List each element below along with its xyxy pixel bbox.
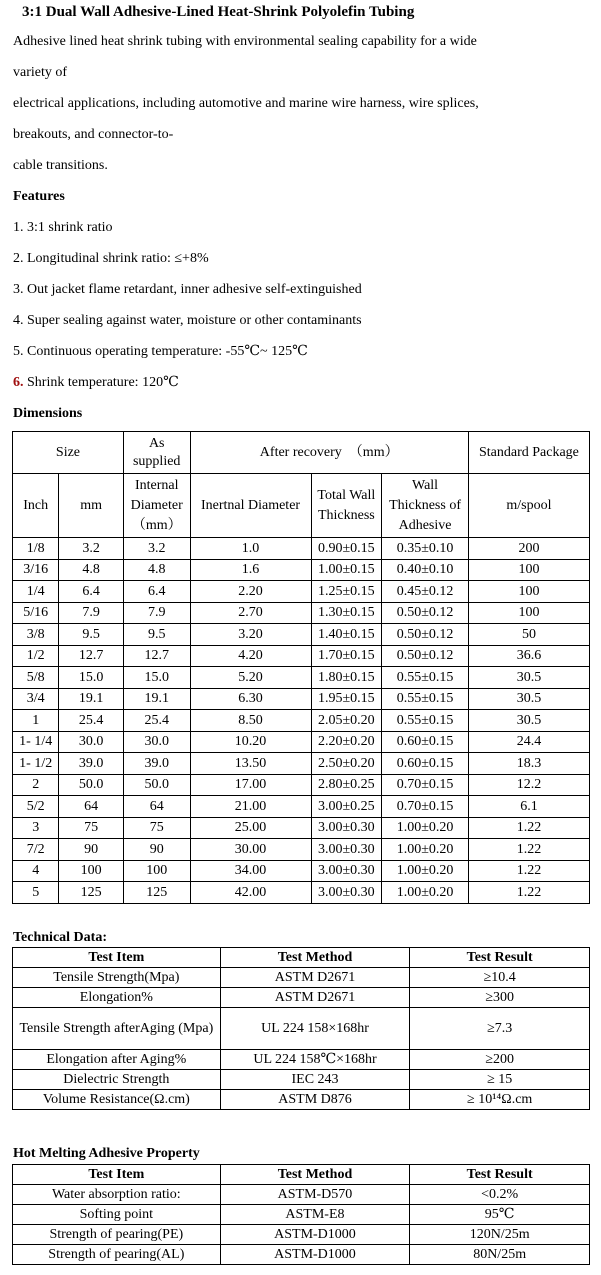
table-row <box>13 688 590 710</box>
table-cell: 100 <box>468 559 589 581</box>
table-cell: 100 <box>59 860 124 882</box>
table-cell: 3.00±0.30 <box>311 860 382 882</box>
table-cell: 5/16 <box>13 602 59 624</box>
table-cell: ≥200 <box>410 1050 590 1070</box>
table-cell: 25.4 <box>59 710 124 732</box>
table-cell: 4.20 <box>190 645 311 667</box>
table-row <box>13 1225 590 1245</box>
table-cell: <0.2% <box>410 1185 590 1205</box>
table-cell: 5.20 <box>190 667 311 689</box>
header-cell: mm <box>59 474 124 538</box>
table-cell: Water absorption ratio: <box>13 1185 221 1205</box>
table-row <box>13 753 590 775</box>
table-row <box>13 602 590 624</box>
table-cell: 50.0 <box>123 774 190 796</box>
table-cell: 64 <box>123 796 190 818</box>
table-cell: 75 <box>123 817 190 839</box>
table-cell: 19.1 <box>59 688 124 710</box>
table-cell: UL 224 158℃×168hr <box>220 1050 410 1070</box>
table-cell: 2 <box>13 774 59 796</box>
table-cell: 2.20±0.20 <box>311 731 382 753</box>
table-cell: 90 <box>59 839 124 861</box>
table-row <box>13 559 590 581</box>
table-cell: 5 <box>13 882 59 904</box>
table-row <box>13 988 590 1008</box>
table-row <box>13 968 590 988</box>
table-cell: 0.50±0.12 <box>382 645 469 667</box>
table-cell: ASTM-D1000 <box>220 1245 410 1265</box>
table-cell: 1.00±0.20 <box>382 839 469 861</box>
table-cell: 7.9 <box>123 602 190 624</box>
table-cell: IEC 243 <box>220 1070 410 1090</box>
table-header-row <box>13 432 590 474</box>
table-cell: 1.0 <box>190 538 311 560</box>
table-cell: 50.0 <box>59 774 124 796</box>
table-cell: 4 <box>13 860 59 882</box>
table-row <box>13 538 590 560</box>
table-cell: ≥ 15 <box>410 1070 590 1090</box>
table-row <box>13 860 590 882</box>
table-cell: 0.90±0.15 <box>311 538 382 560</box>
table-cell: 13.50 <box>190 753 311 775</box>
table-cell: ASTM D2671 <box>220 988 410 1008</box>
table-row <box>13 1008 590 1050</box>
header-cell: Standard Package <box>468 432 589 474</box>
table-cell: 3 <box>13 817 59 839</box>
table-row <box>13 645 590 667</box>
table-cell: 0.50±0.12 <box>382 624 469 646</box>
table-cell: 1.70±0.15 <box>311 645 382 667</box>
table-cell: 8.50 <box>190 710 311 732</box>
table-cell: 0.50±0.12 <box>382 602 469 624</box>
technical-data-table <box>12 947 590 1110</box>
table-cell: 6.1 <box>468 796 589 818</box>
table-cell: ≥7.3 <box>410 1008 590 1050</box>
table-cell: 30.5 <box>468 710 589 732</box>
table-cell: 1 <box>13 710 59 732</box>
table-cell: 30.5 <box>468 667 589 689</box>
table-cell: 3.00±0.30 <box>311 839 382 861</box>
table-row <box>13 839 590 861</box>
feature-item: 5. Continuous operating temperature: -55℃~ 125℃ <box>13 344 308 359</box>
table-cell: 5/2 <box>13 796 59 818</box>
table-cell: 1.22 <box>468 860 589 882</box>
table-row <box>13 1090 590 1110</box>
table-row <box>13 796 590 818</box>
table-cell: 125 <box>59 882 124 904</box>
header-cell: As supplied <box>123 432 190 474</box>
table-cell: 1.22 <box>468 839 589 861</box>
table-cell: 18.3 <box>468 753 589 775</box>
table-cell: 42.00 <box>190 882 311 904</box>
table-row <box>13 731 590 753</box>
feature-item: 3. Out jacket flame retardant, inner adhesive self-extinguished <box>13 282 362 297</box>
table-cell: 90 <box>123 839 190 861</box>
table-cell: 1- 1/2 <box>13 753 59 775</box>
table-cell: 1.00±0.15 <box>311 559 382 581</box>
table-cell: UL 224 158×168hr <box>220 1008 410 1050</box>
table-cell: 75 <box>59 817 124 839</box>
table-row <box>13 1205 590 1225</box>
table-cell: 1.6 <box>190 559 311 581</box>
table-cell: 2.70 <box>190 602 311 624</box>
table-cell: Elongation% <box>13 988 221 1008</box>
header-cell: Test Method <box>220 948 410 968</box>
table-cell: 15.0 <box>59 667 124 689</box>
table-cell: 2.20 <box>190 581 311 603</box>
table-cell: 1/8 <box>13 538 59 560</box>
table-cell: 1.00±0.20 <box>382 882 469 904</box>
table-cell: 36.6 <box>468 645 589 667</box>
table-header-row <box>13 1165 590 1185</box>
table-cell: 7.9 <box>59 602 124 624</box>
table-cell: 1/4 <box>13 581 59 603</box>
table-cell: 1.22 <box>468 882 589 904</box>
table-cell: Elongation after Aging% <box>13 1050 221 1070</box>
table-cell: 3/8 <box>13 624 59 646</box>
table-cell: 0.70±0.15 <box>382 796 469 818</box>
table-cell: 30.0 <box>59 731 124 753</box>
table-cell: 1- 1/4 <box>13 731 59 753</box>
adhesive-heading: Hot Melting Adhesive Property <box>13 1146 200 1161</box>
table-cell: Tensile Strength(Mpa) <box>13 968 221 988</box>
table-cell: 3/4 <box>13 688 59 710</box>
feature-item: 4. Super sealing against water, moisture or other contaminants <box>13 313 362 328</box>
table-cell: Dielectric Strength <box>13 1070 221 1090</box>
header-cell: After recovery （mm） <box>190 432 468 474</box>
table-cell: ASTM D2671 <box>220 968 410 988</box>
table-cell: 39.0 <box>59 753 124 775</box>
header-cell: Total Wall Thickness <box>311 474 382 538</box>
header-cell: Test Item <box>13 948 221 968</box>
table-cell: 24.4 <box>468 731 589 753</box>
header-cell: Test Result <box>410 1165 590 1185</box>
table-cell: 17.00 <box>190 774 311 796</box>
table-cell: 25.4 <box>123 710 190 732</box>
table-row <box>13 667 590 689</box>
table-cell: 3.20 <box>190 624 311 646</box>
table-cell: 100 <box>468 581 589 603</box>
table-cell: 9.5 <box>59 624 124 646</box>
table-cell: 0.35±0.10 <box>382 538 469 560</box>
table-cell: 7/2 <box>13 839 59 861</box>
feature-item: 2. Longitudinal shrink ratio: ≤+8% <box>13 251 209 266</box>
table-cell: 1.25±0.15 <box>311 581 382 603</box>
table-cell: 1.40±0.15 <box>311 624 382 646</box>
table-cell: 6.30 <box>190 688 311 710</box>
table-cell: 1.30±0.15 <box>311 602 382 624</box>
table-cell: 25.00 <box>190 817 311 839</box>
table-cell: 34.00 <box>190 860 311 882</box>
table-header-row <box>13 474 590 538</box>
adhesive-property-table <box>12 1164 590 1265</box>
table-cell: 2.05±0.20 <box>311 710 382 732</box>
feature-item: 6. Shrink temperature: 120℃ <box>13 375 179 390</box>
table-cell: 6.4 <box>59 581 124 603</box>
table-cell: 80N/25m <box>410 1245 590 1265</box>
table-row <box>13 1185 590 1205</box>
table-cell: 3.00±0.25 <box>311 796 382 818</box>
table-cell: Softing point <box>13 1205 221 1225</box>
table-cell: 0.55±0.15 <box>382 688 469 710</box>
features-heading: Features <box>13 189 65 204</box>
table-cell: 5/8 <box>13 667 59 689</box>
table-cell: 21.00 <box>190 796 311 818</box>
table-cell: 0.45±0.12 <box>382 581 469 603</box>
table-row <box>13 581 590 603</box>
table-cell: 30.00 <box>190 839 311 861</box>
table-cell: 0.55±0.15 <box>382 667 469 689</box>
intro-line: breakouts, and connector-to- <box>13 127 174 142</box>
table-cell: 6.4 <box>123 581 190 603</box>
table-row <box>13 1245 590 1265</box>
table-cell: Strength of pearing(AL) <box>13 1245 221 1265</box>
table-cell: 9.5 <box>123 624 190 646</box>
table-cell: 30.5 <box>468 688 589 710</box>
header-cell: m/spool <box>468 474 589 538</box>
table-cell: 125 <box>123 882 190 904</box>
table-cell: Strength of pearing(PE) <box>13 1225 221 1245</box>
technical-heading: Technical Data: <box>13 930 107 945</box>
table-cell: 1.80±0.15 <box>311 667 382 689</box>
table-cell: 64 <box>59 796 124 818</box>
table-cell: 12.2 <box>468 774 589 796</box>
table-cell: 0.55±0.15 <box>382 710 469 732</box>
header-cell: Wall Thickness of Adhesive <box>382 474 469 538</box>
table-cell: 3.00±0.30 <box>311 882 382 904</box>
table-cell: 1.22 <box>468 817 589 839</box>
table-cell: 15.0 <box>123 667 190 689</box>
table-cell: 3.2 <box>59 538 124 560</box>
header-cell: Inertnal Diameter <box>190 474 311 538</box>
table-cell: 19.1 <box>123 688 190 710</box>
header-cell: Size <box>13 432 124 474</box>
table-cell: 4.8 <box>59 559 124 581</box>
table-row <box>13 882 590 904</box>
table-cell: ASTM-D570 <box>220 1185 410 1205</box>
table-cell: 1/2 <box>13 645 59 667</box>
table-cell: 100 <box>123 860 190 882</box>
table-cell: 3/16 <box>13 559 59 581</box>
table-cell: 95℃ <box>410 1205 590 1225</box>
header-cell: Internal Diameter （mm） <box>123 474 190 538</box>
table-cell: 3.2 <box>123 538 190 560</box>
table-cell: 1.00±0.20 <box>382 860 469 882</box>
table-cell: ≥ 10¹⁴Ω.cm <box>410 1090 590 1110</box>
table-cell: ASTM D876 <box>220 1090 410 1110</box>
table-cell: 200 <box>468 538 589 560</box>
table-cell: 50 <box>468 624 589 646</box>
page-title: 3:1 Dual Wall Adhesive-Lined Heat-Shrink Polyolefin Tubing <box>22 4 415 20</box>
table-cell: 0.60±0.15 <box>382 753 469 775</box>
table-cell: ≥300 <box>410 988 590 1008</box>
table-cell: Tensile Strength afterAging (Mpa) <box>13 1008 221 1050</box>
table-cell: 12.7 <box>123 645 190 667</box>
header-cell: Test Method <box>220 1165 410 1185</box>
header-cell: Test Result <box>410 948 590 968</box>
table-cell: 120N/25m <box>410 1225 590 1245</box>
table-cell: ≥10.4 <box>410 968 590 988</box>
table-cell: 0.40±0.10 <box>382 559 469 581</box>
table-cell: 39.0 <box>123 753 190 775</box>
table-row <box>13 1070 590 1090</box>
intro-line: Adhesive lined heat shrink tubing with environmental sealing capability for a wide <box>13 34 477 49</box>
table-cell: 1.00±0.20 <box>382 817 469 839</box>
table-cell: 30.0 <box>123 731 190 753</box>
table-row <box>13 710 590 732</box>
table-cell: 10.20 <box>190 731 311 753</box>
feature-item: 1. 3:1 shrink ratio <box>13 220 113 235</box>
table-cell: Volume Resistance(Ω.cm) <box>13 1090 221 1110</box>
table-cell: 3.00±0.30 <box>311 817 382 839</box>
table-row <box>13 817 590 839</box>
header-cell: Test Item <box>13 1165 221 1185</box>
intro-line: electrical applications, including automotive and marine wire harness, wire splices, <box>13 96 479 111</box>
table-row <box>13 1050 590 1070</box>
dimensions-heading: Dimensions <box>13 406 83 421</box>
table-row <box>13 624 590 646</box>
table-header-row <box>13 948 590 968</box>
intro-paragraph <box>13 26 479 429</box>
intro-line: variety of <box>13 65 68 80</box>
table-cell: 0.60±0.15 <box>382 731 469 753</box>
table-cell: ASTM-D1000 <box>220 1225 410 1245</box>
table-cell: 4.8 <box>123 559 190 581</box>
table-cell: ASTM-E8 <box>220 1205 410 1225</box>
table-cell: 100 <box>468 602 589 624</box>
table-cell: 1.95±0.15 <box>311 688 382 710</box>
table-cell: 12.7 <box>59 645 124 667</box>
intro-line: cable transitions. <box>13 158 108 173</box>
table-cell: 0.70±0.15 <box>382 774 469 796</box>
dimensions-table <box>12 431 590 904</box>
table-cell: 2.80±0.25 <box>311 774 382 796</box>
table-row <box>13 774 590 796</box>
header-cell: Inch <box>13 474 59 538</box>
table-cell: 2.50±0.20 <box>311 753 382 775</box>
